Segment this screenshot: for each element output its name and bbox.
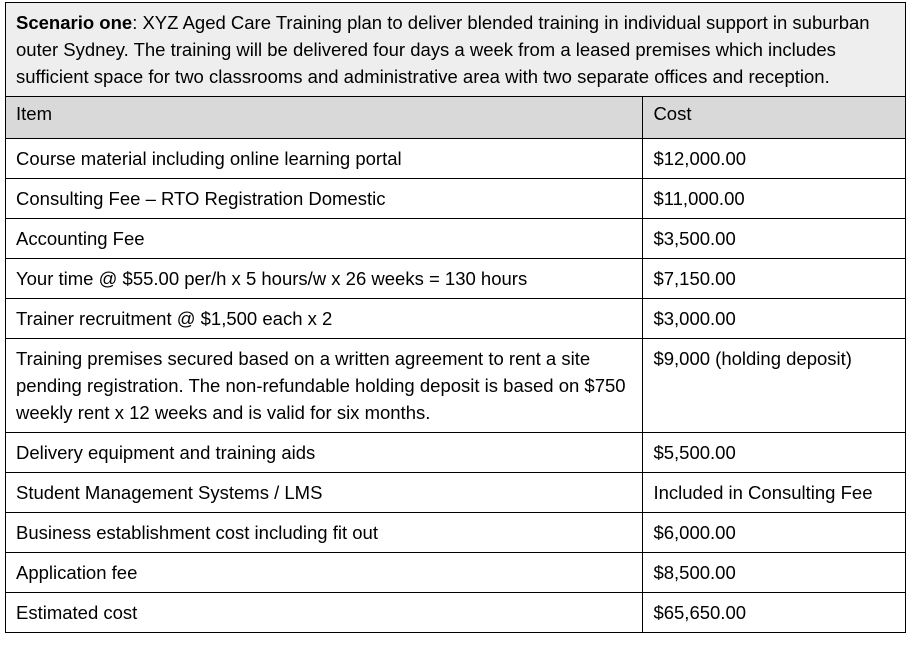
item-cell: Delivery equipment and training aids bbox=[6, 433, 643, 473]
cost-cell: $9,000 (holding deposit) bbox=[643, 339, 906, 433]
cost-cell: $12,000.00 bbox=[643, 139, 906, 179]
table-row bbox=[6, 259, 906, 299]
total-cost: $65,650.00 bbox=[643, 593, 906, 633]
cost-cell: $5,500.00 bbox=[643, 433, 906, 473]
total-row bbox=[6, 593, 906, 633]
table-row bbox=[6, 339, 906, 433]
total-label: Estimated cost bbox=[6, 593, 643, 633]
table-row bbox=[6, 553, 906, 593]
scenario-cell bbox=[6, 3, 906, 97]
item-cell: Course material including online learning portal bbox=[6, 139, 643, 179]
item-cell: Application fee bbox=[6, 553, 643, 593]
item-cell: Your time @ $55.00 per/h x 5 hours/w x 26 weeks = 130 hours bbox=[6, 259, 643, 299]
table-row bbox=[6, 139, 906, 179]
item-cell: Accounting Fee bbox=[6, 219, 643, 259]
cost-cell: $8,500.00 bbox=[643, 553, 906, 593]
table-header-row bbox=[6, 97, 906, 139]
item-cell: Consulting Fee – RTO Registration Domestic bbox=[6, 179, 643, 219]
header-item: Item bbox=[6, 97, 643, 139]
item-cell: Trainer recruitment @ $1,500 each x 2 bbox=[6, 299, 643, 339]
cost-cell: $7,150.00 bbox=[643, 259, 906, 299]
table-row bbox=[6, 299, 906, 339]
scenario-text: : XYZ Aged Care Training plan to deliver blended training in individual support in suburban outer Sydney. The training will be delivered four days a week from a leased premises which includes sufficient space for two classrooms and administrative area with two separate offices and reception. bbox=[16, 12, 870, 87]
item-cell: Training premises secured based on a written agreement to rent a site pending registration. The non-refundable holding deposit is based on $750 weekly rent x 12 weeks and is valid for six months. bbox=[6, 339, 643, 433]
cost-cell: $6,000.00 bbox=[643, 513, 906, 553]
table-row bbox=[6, 433, 906, 473]
scenario-row bbox=[6, 3, 906, 97]
header-cost: Cost bbox=[643, 97, 906, 139]
item-cell: Student Management Systems / LMS bbox=[6, 473, 643, 513]
table-row bbox=[6, 219, 906, 259]
cost-cell: $3,500.00 bbox=[643, 219, 906, 259]
cost-cell: Included in Consulting Fee bbox=[643, 473, 906, 513]
cost-cell: $3,000.00 bbox=[643, 299, 906, 339]
scenario-label: Scenario one bbox=[16, 12, 133, 33]
item-cell: Business establishment cost including fit out bbox=[6, 513, 643, 553]
document bbox=[5, 2, 906, 633]
table-row bbox=[6, 473, 906, 513]
table-row bbox=[6, 179, 906, 219]
table-row bbox=[6, 513, 906, 553]
cost-table bbox=[5, 2, 906, 633]
cost-cell: $11,000.00 bbox=[643, 179, 906, 219]
